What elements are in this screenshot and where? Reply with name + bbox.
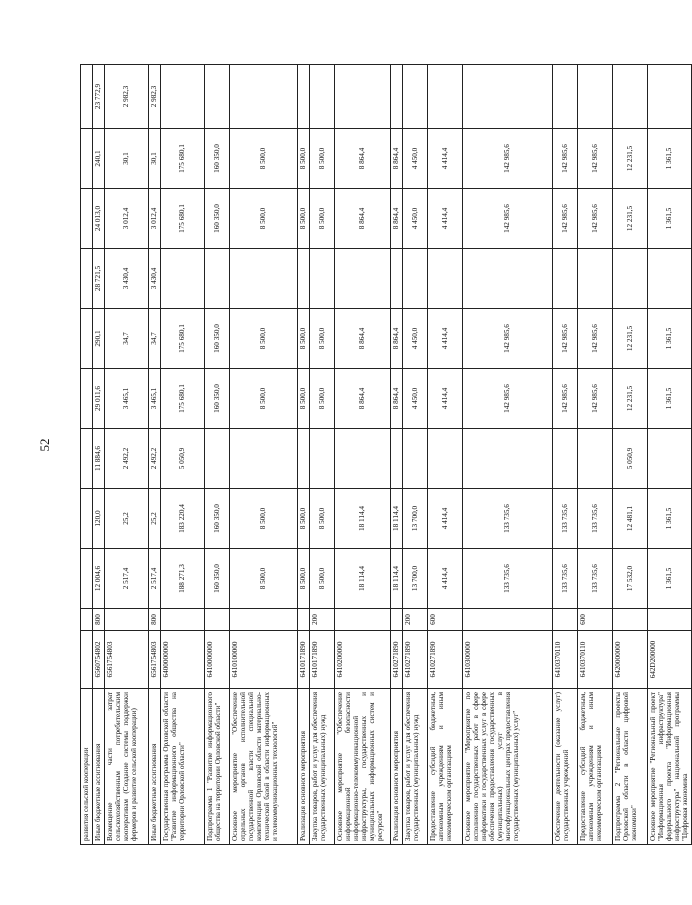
row-value-cell: 18 114,4 xyxy=(335,549,391,609)
row-code-cell xyxy=(81,631,93,689)
row-name-cell: Обеспечение деятельности (оказание услуг) государственных учреждений xyxy=(553,689,578,845)
row-value-cell: 8 864,4 xyxy=(391,129,403,189)
row-value-cell: 3 012,4 xyxy=(105,189,149,249)
row-value-cell: 8 500,0 xyxy=(310,369,335,429)
row-vr-cell: 600 xyxy=(428,609,463,631)
row-value-cell: 23 772,9 xyxy=(93,65,105,129)
row-value-cell xyxy=(298,249,310,309)
page-number: 52 xyxy=(37,438,52,452)
row-value-cell: 142 985,6 xyxy=(553,309,578,369)
row-value-cell: 8 864,4 xyxy=(335,189,391,249)
row-value-cell xyxy=(298,429,310,489)
table-row xyxy=(648,65,692,845)
row-vr-cell xyxy=(105,609,149,631)
row-value-cell: 4 450,0 xyxy=(403,129,428,189)
table-row xyxy=(161,65,205,845)
row-value-cell: 8 864,4 xyxy=(335,369,391,429)
row-value-cell xyxy=(161,249,205,309)
row-value-cell xyxy=(463,65,553,129)
row-value-cell: 8 864,4 xyxy=(335,129,391,189)
row-value-cell: 2 982,3 xyxy=(105,65,149,129)
row-value-cell: 160 350,0 xyxy=(205,549,230,609)
row-value-cell: 18 114,4 xyxy=(391,489,403,549)
row-value-cell: 142 985,6 xyxy=(553,189,578,249)
row-value-cell: 4 414,4 xyxy=(428,369,463,429)
row-value-cell xyxy=(310,429,335,489)
row-value-cell xyxy=(648,429,692,489)
row-value-cell: 18 114,4 xyxy=(335,489,391,549)
row-vr-cell xyxy=(230,609,298,631)
row-value-cell: 8 500,0 xyxy=(230,129,298,189)
row-value-cell: 8 500,0 xyxy=(298,309,310,369)
row-vr-cell xyxy=(81,609,93,631)
row-value-cell xyxy=(205,249,230,309)
row-code-cell: 6410100000 xyxy=(230,631,298,689)
row-value-cell: 8 864,4 xyxy=(391,189,403,249)
row-value-cell: 8 500,0 xyxy=(298,549,310,609)
row-value-cell: 133 735,6 xyxy=(463,489,553,549)
table-row xyxy=(205,65,230,845)
row-name-cell: Иные бюджетные ассигнования xyxy=(149,689,161,845)
row-vr-cell xyxy=(205,609,230,631)
row-value-cell: 4 414,4 xyxy=(428,489,463,549)
row-value-cell: 2 982,3 xyxy=(149,65,161,129)
row-value-cell xyxy=(81,189,93,249)
table-row xyxy=(553,65,578,845)
row-vr-cell xyxy=(298,609,310,631)
row-value-cell: 160 350,0 xyxy=(205,369,230,429)
row-value-cell: 8 864,4 xyxy=(391,309,403,369)
row-value-cell xyxy=(335,249,391,309)
row-value-cell: 142 985,6 xyxy=(553,369,578,429)
row-value-cell: 2 492,2 xyxy=(149,429,161,489)
row-value-cell: 8 500,0 xyxy=(230,489,298,549)
row-code-cell: 6410271890 xyxy=(428,631,463,689)
row-value-cell xyxy=(463,249,553,309)
row-value-cell: 175 680,1 xyxy=(161,129,205,189)
row-value-cell: 4 450,0 xyxy=(403,369,428,429)
row-value-cell: 30,1 xyxy=(105,129,149,189)
row-code-cell: 6410370110 xyxy=(553,631,578,689)
row-value-cell xyxy=(81,309,93,369)
row-code-cell: 6400000000 xyxy=(161,631,205,689)
row-code-cell: 6410271890 xyxy=(403,631,428,689)
row-value-cell xyxy=(648,249,692,309)
row-value-cell xyxy=(578,429,613,489)
row-value-cell: 175 680,1 xyxy=(161,189,205,249)
row-value-cell: 11 884,6 xyxy=(93,429,105,489)
row-value-cell: 160 350,0 xyxy=(205,189,230,249)
row-value-cell: 8 864,4 xyxy=(391,369,403,429)
row-value-cell: 4 450,0 xyxy=(403,189,428,249)
row-value-cell xyxy=(428,429,463,489)
row-code-cell: 6560754802 xyxy=(93,631,105,689)
row-value-cell: 175 680,1 xyxy=(161,369,205,429)
table-row xyxy=(391,65,403,845)
row-value-cell xyxy=(428,249,463,309)
row-value-cell: 133 735,6 xyxy=(463,549,553,609)
row-value-cell: 34,7 xyxy=(105,309,149,369)
row-vr-cell: 600 xyxy=(578,609,613,631)
table-row xyxy=(428,65,463,845)
row-value-cell: 1 361,5 xyxy=(648,129,692,189)
row-value-cell: 142 985,6 xyxy=(578,309,613,369)
row-value-cell xyxy=(81,129,93,189)
row-value-cell xyxy=(403,65,428,129)
row-value-cell: 8 500,0 xyxy=(230,189,298,249)
row-value-cell: 3 430,4 xyxy=(105,249,149,309)
row-value-cell xyxy=(205,429,230,489)
row-name-cell: Предоставление субсидий бюджетным, автономным учреждениям и иным некоммерческим организациям xyxy=(428,689,463,845)
row-value-cell xyxy=(613,249,648,309)
row-value-cell: 175 680,1 xyxy=(161,309,205,369)
row-name-cell: Иные бюджетные ассигнования xyxy=(93,689,105,845)
row-value-cell: 8 500,0 xyxy=(298,129,310,189)
row-value-cell xyxy=(230,249,298,309)
row-value-cell xyxy=(81,489,93,549)
budget-table xyxy=(80,64,692,845)
row-name-cell: Возмещение части затрат сельскохозяйственным потребительским кооперативам (Создание системы поддержки фермеров и развитие сельской кооперации) xyxy=(105,689,149,845)
row-code-cell: 6410171890 xyxy=(310,631,335,689)
row-code-cell: 6410171890 xyxy=(298,631,310,689)
row-name-cell: Государственная программа Орловской области "Развитие информационного общества на территории Орловской области" xyxy=(161,689,205,845)
row-value-cell: 12 004,6 xyxy=(93,549,105,609)
row-value-cell xyxy=(335,65,391,129)
row-value-cell xyxy=(391,429,403,489)
row-value-cell: 183 220,4 xyxy=(161,489,205,549)
row-value-cell: 1 361,5 xyxy=(648,189,692,249)
row-value-cell: 142 985,6 xyxy=(578,189,613,249)
table-row xyxy=(403,65,428,845)
row-value-cell xyxy=(553,249,578,309)
row-vr-cell xyxy=(391,609,403,631)
row-value-cell: 18 114,4 xyxy=(391,549,403,609)
row-value-cell xyxy=(403,429,428,489)
row-value-cell: 3 012,4 xyxy=(149,189,161,249)
row-value-cell xyxy=(161,65,205,129)
row-value-cell: 8 500,0 xyxy=(298,489,310,549)
row-value-cell: 12 231,5 xyxy=(613,189,648,249)
row-code-cell: 6420000000 xyxy=(613,631,648,689)
row-value-cell: 4 414,4 xyxy=(428,129,463,189)
row-name-cell: Закупка товаров, работ и услуг для обеспечения государственных (муниципальных) нужд xyxy=(403,689,428,845)
row-value-cell: 25,2 xyxy=(105,489,149,549)
row-value-cell: 142 985,6 xyxy=(578,129,613,189)
row-value-cell: 5 050,9 xyxy=(613,429,648,489)
table-row xyxy=(105,65,149,845)
row-value-cell: 290,1 xyxy=(93,309,105,369)
row-vr-cell: 200 xyxy=(403,609,428,631)
table-row xyxy=(335,65,391,845)
row-value-cell xyxy=(298,65,310,129)
row-value-cell: 8 500,0 xyxy=(298,369,310,429)
row-value-cell: 160 350,0 xyxy=(205,489,230,549)
row-name-cell: Реализация основного мероприятия xyxy=(298,689,310,845)
row-name-cell: Подпрограмма 2 "Региональные проекты Орловской области в области цифровой экономики" xyxy=(613,689,648,845)
table-row xyxy=(93,65,105,845)
row-value-cell: 8 500,0 xyxy=(230,369,298,429)
row-value-cell: 34,7 xyxy=(149,309,161,369)
row-value-cell xyxy=(205,65,230,129)
row-value-cell: 8 500,0 xyxy=(230,549,298,609)
row-value-cell: 12 481,1 xyxy=(613,489,648,549)
row-value-cell: 1 361,5 xyxy=(648,489,692,549)
row-name-cell: Основное мероприятие "Обеспечение информационной безопасности информационно-телекоммуникационной инфраструктуры, государственных и муниципальных информационных систем и ресурсов" xyxy=(335,689,391,845)
row-name-cell: Закупка товаров, работ и услуг для обеспечения государственных (муниципальных) нужд xyxy=(310,689,335,845)
row-value-cell: 133 735,6 xyxy=(578,489,613,549)
row-value-cell xyxy=(81,369,93,429)
table-row xyxy=(613,65,648,845)
row-value-cell: 8 500,0 xyxy=(310,549,335,609)
row-value-cell: 3 465,1 xyxy=(149,369,161,429)
row-code-cell: 6410271890 xyxy=(391,631,403,689)
row-vr-cell xyxy=(335,609,391,631)
table-row xyxy=(81,65,93,845)
row-value-cell: 133 735,6 xyxy=(578,549,613,609)
row-value-cell: 8 500,0 xyxy=(310,489,335,549)
row-value-cell: 240,1 xyxy=(93,129,105,189)
row-value-cell xyxy=(463,429,553,489)
row-value-cell xyxy=(81,429,93,489)
row-name-cell: развития сельской кооперации xyxy=(81,689,93,845)
table-row xyxy=(230,65,298,845)
row-value-cell xyxy=(553,65,578,129)
row-value-cell xyxy=(81,65,93,129)
row-value-cell xyxy=(81,549,93,609)
row-value-cell: 2 517,4 xyxy=(149,549,161,609)
row-value-cell: 142 985,6 xyxy=(463,129,553,189)
row-value-cell: 160 350,0 xyxy=(205,129,230,189)
row-value-cell: 13 700,0 xyxy=(403,489,428,549)
row-vr-cell: 200 xyxy=(310,609,335,631)
row-value-cell: 1 361,5 xyxy=(648,369,692,429)
row-value-cell: 29 011,6 xyxy=(93,369,105,429)
table-row xyxy=(578,65,613,845)
row-value-cell: 4 414,4 xyxy=(428,309,463,369)
row-value-cell xyxy=(578,249,613,309)
row-value-cell: 8 500,0 xyxy=(310,309,335,369)
row-code-cell: 6410000000 xyxy=(205,631,230,689)
budget-table-body xyxy=(81,65,692,845)
row-value-cell xyxy=(553,429,578,489)
row-value-cell: 4 414,4 xyxy=(428,549,463,609)
row-value-cell xyxy=(613,65,648,129)
row-value-cell: 1 361,5 xyxy=(648,309,692,369)
row-value-cell xyxy=(428,65,463,129)
row-value-cell: 25,2 xyxy=(149,489,161,549)
row-value-cell: 142 985,6 xyxy=(463,309,553,369)
row-value-cell: 28 721,5 xyxy=(93,249,105,309)
row-value-cell: 12 231,5 xyxy=(613,309,648,369)
row-value-cell xyxy=(81,249,93,309)
row-value-cell: 5 050,9 xyxy=(161,429,205,489)
row-name-cell: Реализация основного мероприятия xyxy=(391,689,403,845)
row-value-cell: 1 361,5 xyxy=(648,549,692,609)
row-value-cell: 188 271,3 xyxy=(161,549,205,609)
row-value-cell xyxy=(403,249,428,309)
row-value-cell: 133 735,6 xyxy=(553,549,578,609)
row-value-cell: 133 735,6 xyxy=(553,489,578,549)
row-value-cell xyxy=(310,65,335,129)
table-row xyxy=(298,65,310,845)
rotated-page-content xyxy=(80,65,690,845)
row-code-cell: 6410300000 xyxy=(463,631,553,689)
row-value-cell: 2 517,4 xyxy=(105,549,149,609)
row-name-cell: Основное мероприятие "Региональный проект "Информационная инфраструктура" федерального проекта "Информационная инфраструктура" национальной программы "Цифровая экономика xyxy=(648,689,692,845)
row-name-cell: Подпрограмма 1 "Развитие информационного общества на территории Орловской области" xyxy=(205,689,230,845)
row-vr-cell xyxy=(648,609,692,631)
row-code-cell: 6410200000 xyxy=(335,631,391,689)
row-value-cell: 3 430,4 xyxy=(149,249,161,309)
row-value-cell xyxy=(230,429,298,489)
row-value-cell: 12 231,5 xyxy=(613,129,648,189)
row-vr-cell xyxy=(553,609,578,631)
row-code-cell: 642D200000 xyxy=(648,631,692,689)
row-value-cell: 160 350,0 xyxy=(205,309,230,369)
row-value-cell: 12 231,5 xyxy=(613,369,648,429)
row-value-cell: 17 532,0 xyxy=(613,549,648,609)
row-code-cell: 6561754803 xyxy=(105,631,149,689)
row-value-cell: 8 500,0 xyxy=(298,189,310,249)
row-value-cell xyxy=(391,65,403,129)
table-row xyxy=(310,65,335,845)
row-value-cell xyxy=(230,65,298,129)
row-value-cell: 8 864,4 xyxy=(335,309,391,369)
row-value-cell: 142 985,6 xyxy=(553,129,578,189)
row-value-cell: 30,1 xyxy=(149,129,161,189)
row-vr-cell xyxy=(463,609,553,631)
row-value-cell: 3 465,1 xyxy=(105,369,149,429)
row-value-cell xyxy=(335,429,391,489)
row-vr-cell xyxy=(161,609,205,631)
row-value-cell: 4 450,0 xyxy=(403,309,428,369)
table-row xyxy=(149,65,161,845)
row-value-cell: 2 492,2 xyxy=(105,429,149,489)
row-code-cell: 6561754803 xyxy=(149,631,161,689)
row-value-cell: 8 500,0 xyxy=(310,129,335,189)
row-value-cell: 13 700,0 xyxy=(403,549,428,609)
row-vr-cell: 800 xyxy=(93,609,105,631)
row-value-cell xyxy=(578,65,613,129)
row-value-cell: 8 500,0 xyxy=(230,309,298,369)
row-code-cell: 6410370110 xyxy=(578,631,613,689)
table-row xyxy=(463,65,553,845)
row-value-cell xyxy=(391,249,403,309)
row-vr-cell xyxy=(613,609,648,631)
row-vr-cell: 800 xyxy=(149,609,161,631)
row-name-cell: Предоставление субсидий бюджетным, автономным учреждениям и иным некоммерческим организациям xyxy=(578,689,613,845)
row-value-cell: 120,0 xyxy=(93,489,105,549)
row-value-cell xyxy=(310,249,335,309)
row-value-cell: 4 414,4 xyxy=(428,189,463,249)
row-name-cell: Основное мероприятие "Мероприятие по исполнению государственных работ в сфере информатики и государственных услуг в сфере обеспечения предоставления государственных (муниципальных) услуг в многофункциональных центрах предоставления государственных (муниципальных) услуг" xyxy=(463,689,553,845)
row-value-cell xyxy=(648,65,692,129)
row-value-cell: 8 500,0 xyxy=(310,189,335,249)
row-value-cell: 24 013,0 xyxy=(93,189,105,249)
row-name-cell: Основное мероприятие "Обеспечение отдельных органов исполнительной государственной власти специальной компетенции Орловской области материально-технической базой в области информационных и телекоммуникационных технологий" xyxy=(230,689,298,845)
row-value-cell: 142 985,6 xyxy=(578,369,613,429)
row-value-cell: 142 985,6 xyxy=(463,189,553,249)
row-value-cell: 142 985,6 xyxy=(463,369,553,429)
